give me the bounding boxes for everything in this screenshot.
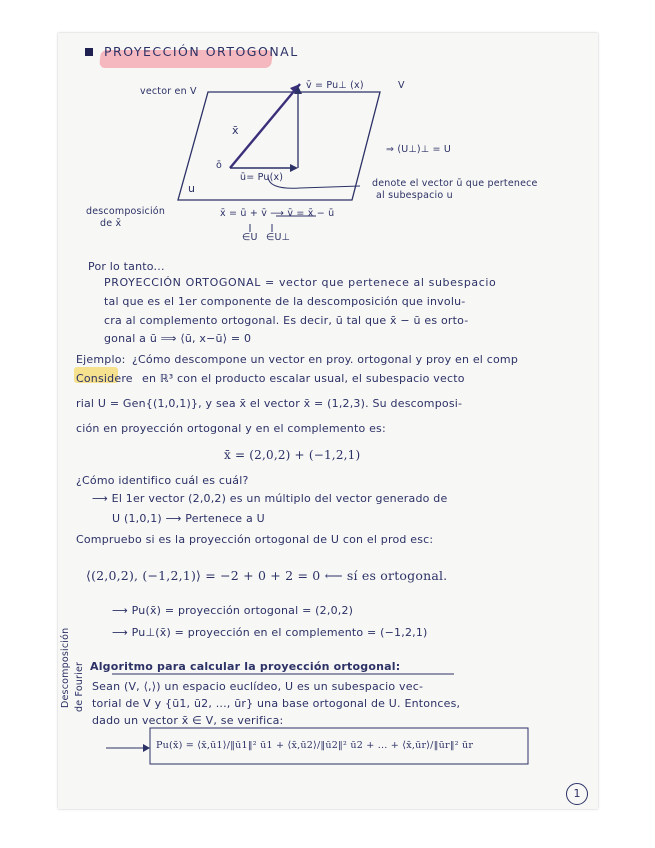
line-definition-4: gonal a ū ⟹ ⟨ū, x−ū⟩ = 0 <box>104 332 252 345</box>
fourier-formula: Pu(x̄) = ⟨x̄,ū1⟩/‖ū1‖² ū1 + ⟨x̄,ū2⟩/‖ū2‖² ū2 + ... + ⟨x̄,ūr⟩/‖ūr‖² ūr <box>156 740 474 751</box>
page-number: 1 <box>566 783 588 805</box>
example-decomposition: x̄ = (2,0,2) + (−1,2,1) <box>224 448 361 462</box>
line-definition-3: cra al complemento ortogonal. Es decir, ū tal que x̄ − ū es orto- <box>104 314 469 327</box>
algorithm-line-3: dado un vector x̄ ∈ V, se verifica: <box>92 714 284 727</box>
question-line: ¿Cómo identifico cuál es cuál? <box>76 474 249 487</box>
label-x: x̄ <box>232 124 239 137</box>
label-denote-2: al subespacio u <box>376 190 453 201</box>
line-por-lo-tanto: Por lo tanto... <box>88 260 165 273</box>
check-line: Compruebo si es la proyección ortogonal de U con el prod esc: <box>76 533 434 546</box>
example-considere: Considere <box>76 372 133 385</box>
label-descomp-1: descomposición <box>86 206 166 217</box>
page-title: PROYECCIÓN ORTOGONAL <box>104 44 299 59</box>
projection-result: ⟶ Pu(x̄) = proyección ortogonal = (2,0,2) <box>112 604 354 617</box>
label-orthocomplement: ⇒ (U⊥)⊥ = U <box>386 144 452 155</box>
inner-product-check: ⟨(2,0,2), (−1,2,1)⟩ = −2 + 0 + 2 = 0 ⟵ sí es ortogonal. <box>86 568 448 583</box>
label-vector-in-v: vector en V <box>140 86 197 97</box>
algorithm-line-1: Sean (V, ⟨,⟩) un espacio euclídeo, U es un subespacio vec- <box>92 680 424 693</box>
side-note-2: de Fourier <box>74 661 85 712</box>
example-line-2: en ℝ³ con el producto escalar usual, el subespacio vecto <box>142 372 465 385</box>
label-in-uperp: ∈U⊥ <box>266 232 291 243</box>
label-denote-1: denote el vector ū que pertenece <box>372 178 538 189</box>
example-line-1: ¿Cómo descompone un vector en proy. ortogonal y proy en el comp <box>132 353 519 366</box>
label-subspace-u: u <box>188 182 196 195</box>
answer-line-2: U (1,0,1) ⟶ Pertenece a U <box>112 512 265 525</box>
example-line-3: rial U = Gen{(1,0,1)}, y sea x̄ el vector x̄ = (1,2,3). Su descomposi- <box>76 397 463 410</box>
label-space-v: V <box>398 80 405 91</box>
label-v-eq: v̄ = Pu⊥ (x) <box>306 80 364 91</box>
label-decomposition: x̄ = ū + v̄ ⟶ v̄ = x̄ − ū <box>220 208 335 219</box>
example-label: Ejemplo: <box>76 353 126 366</box>
answer-line-1: ⟶ El 1er vector (2,0,2) es un múltiplo del vector generado de <box>92 492 448 505</box>
vector-x-arrow <box>230 84 300 168</box>
line-definition-2: tal que es el 1er componente de la descomposición que involu- <box>104 295 466 308</box>
side-note-1: Descomposición <box>60 627 71 708</box>
complement-result: ⟶ Pu⊥(x̄) = proyección en el complemento = (−1,2,1) <box>112 626 428 639</box>
label-descomp-2: de x̄ <box>100 218 122 229</box>
label-origin: ō <box>216 160 223 171</box>
example-line-4: ción en proyección ortogonal y en el complemento es: <box>76 422 386 435</box>
label-in-u: ∈U <box>242 232 258 243</box>
label-u-pu: ū= Pu(x) <box>240 172 284 183</box>
algorithm-title: Algoritmo para calcular la proyección ortogonal: <box>90 660 401 673</box>
algorithm-line-2: torial de V y {ū1, ū2, ..., ūr} una base ortogonal de U. Entonces, <box>92 697 461 710</box>
line-definition-1: PROYECCIÓN ORTOGONAL = vector que pertenece al subespacio <box>104 276 497 289</box>
